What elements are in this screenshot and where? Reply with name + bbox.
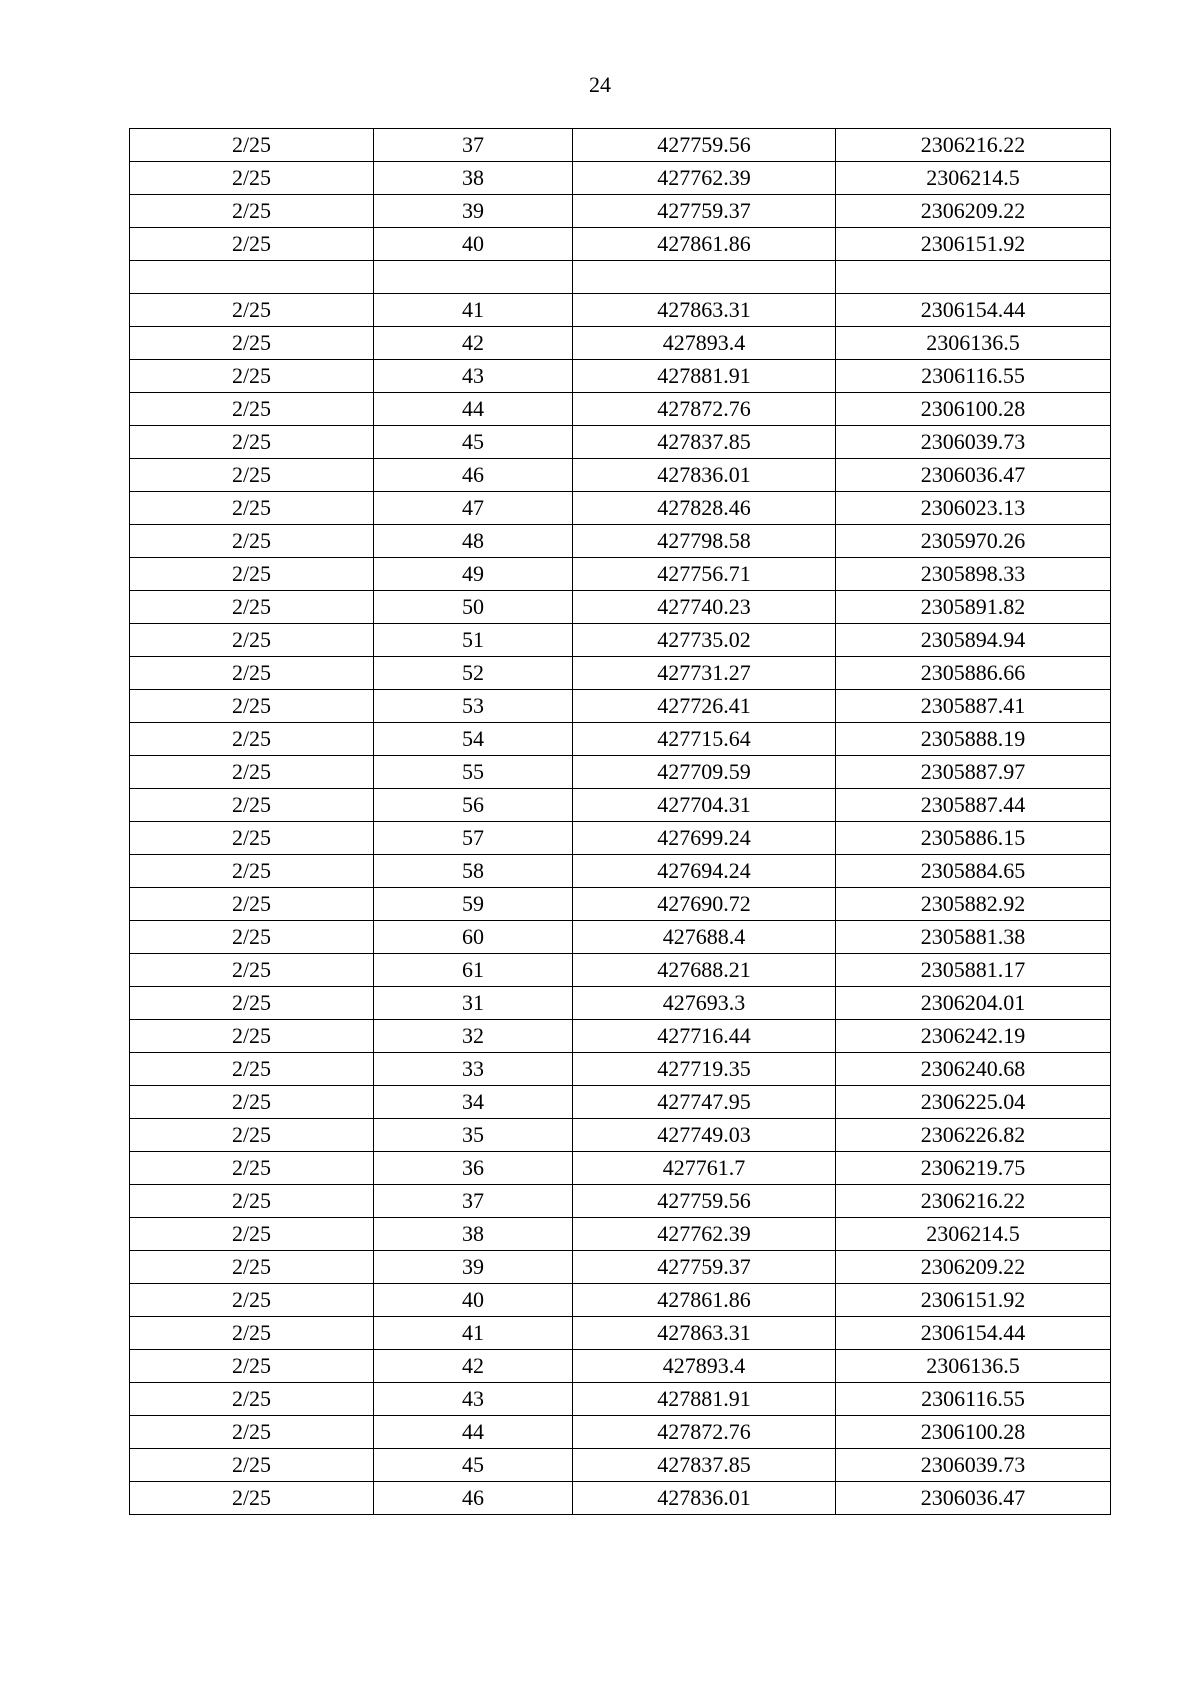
point-number-cell: 39 [374,1251,573,1284]
y-coordinate-cell: 2306151.92 [836,1284,1111,1317]
table-row [130,195,1111,228]
y-coordinate-cell: 2306136.5 [836,327,1111,360]
y-coordinate-cell: 2306100.28 [836,393,1111,426]
table-row [130,624,1111,657]
x-coordinate-cell: 427761.7 [573,1152,836,1185]
table-row [130,294,1111,327]
table-row [130,756,1111,789]
point-number-cell: 45 [374,426,573,459]
parcel-cell: 2/25 [130,1449,374,1482]
y-coordinate-cell: 2306116.55 [836,360,1111,393]
y-coordinate-cell: 2305898.33 [836,558,1111,591]
y-coordinate-cell: 2305884.65 [836,855,1111,888]
table-row [130,723,1111,756]
x-coordinate-cell: 427688.21 [573,954,836,987]
parcel-cell: 2/25 [130,1416,374,1449]
table-row [130,888,1111,921]
table-row [130,327,1111,360]
x-coordinate-cell: 427719.35 [573,1053,836,1086]
y-coordinate-cell: 2306136.5 [836,1350,1111,1383]
point-number-cell: 40 [374,228,573,261]
point-number-cell: 38 [374,1218,573,1251]
y-coordinate-cell: 2305881.17 [836,954,1111,987]
table-row [130,393,1111,426]
x-coordinate-cell: 427726.41 [573,690,836,723]
table-row [130,459,1111,492]
x-coordinate-cell: 427749.03 [573,1119,836,1152]
parcel-cell: 2/25 [130,987,374,1020]
y-coordinate-cell: 2306151.92 [836,228,1111,261]
parcel-cell: 2/25 [130,525,374,558]
point-number-cell: 33 [374,1053,573,1086]
table-row [130,1449,1111,1482]
point-number-cell: 51 [374,624,573,657]
table-row [130,1482,1111,1515]
x-coordinate-cell: 427863.31 [573,294,836,327]
x-coordinate-cell: 427747.95 [573,1086,836,1119]
point-number-cell: 41 [374,1317,573,1350]
y-coordinate-cell: 2306214.5 [836,162,1111,195]
table-row [130,657,1111,690]
page-number: 24 [589,72,611,97]
empty-cell [130,261,374,294]
y-coordinate-cell: 2305891.82 [836,591,1111,624]
point-number-cell: 36 [374,1152,573,1185]
x-coordinate-cell: 427863.31 [573,1317,836,1350]
table-row [130,1284,1111,1317]
parcel-cell: 2/25 [130,1119,374,1152]
parcel-cell: 2/25 [130,1086,374,1119]
empty-cell [836,261,1111,294]
table-row [130,129,1111,162]
y-coordinate-cell: 2306154.44 [836,294,1111,327]
y-coordinate-cell: 2306039.73 [836,1449,1111,1482]
parcel-cell: 2/25 [130,690,374,723]
table-row [130,822,1111,855]
table-row [130,1119,1111,1152]
x-coordinate-cell: 427759.37 [573,195,836,228]
parcel-cell: 2/25 [130,129,374,162]
parcel-cell: 2/25 [130,228,374,261]
x-coordinate-cell: 427837.85 [573,426,836,459]
parcel-cell: 2/25 [130,1383,374,1416]
parcel-cell: 2/25 [130,459,374,492]
point-number-cell: 56 [374,789,573,822]
y-coordinate-cell: 2306036.47 [836,459,1111,492]
table-row [130,1053,1111,1086]
y-coordinate-cell: 2306204.01 [836,987,1111,1020]
y-coordinate-cell: 2305882.92 [836,888,1111,921]
table-row [130,1020,1111,1053]
point-number-cell: 55 [374,756,573,789]
table-row [130,558,1111,591]
point-number-cell: 59 [374,888,573,921]
parcel-cell: 2/25 [130,822,374,855]
table-row [130,1251,1111,1284]
point-number-cell: 34 [374,1086,573,1119]
table-row [130,591,1111,624]
x-coordinate-cell: 427759.56 [573,129,836,162]
y-coordinate-cell: 2305970.26 [836,525,1111,558]
parcel-cell: 2/25 [130,1053,374,1086]
y-coordinate-cell: 2306116.55 [836,1383,1111,1416]
parcel-cell: 2/25 [130,1218,374,1251]
point-number-cell: 47 [374,492,573,525]
point-number-cell: 44 [374,1416,573,1449]
table-row [130,1317,1111,1350]
x-coordinate-cell: 427704.31 [573,789,836,822]
x-coordinate-cell: 427688.4 [573,921,836,954]
y-coordinate-cell: 2306039.73 [836,426,1111,459]
point-number-cell: 60 [374,921,573,954]
point-number-cell: 50 [374,591,573,624]
y-coordinate-cell: 2306216.22 [836,129,1111,162]
table-row [130,525,1111,558]
y-coordinate-cell: 2305887.97 [836,756,1111,789]
parcel-cell: 2/25 [130,1020,374,1053]
point-number-cell: 44 [374,393,573,426]
table-row [130,360,1111,393]
parcel-cell: 2/25 [130,1284,374,1317]
parcel-cell: 2/25 [130,558,374,591]
x-coordinate-cell: 427762.39 [573,1218,836,1251]
table-row [130,690,1111,723]
parcel-cell: 2/25 [130,1482,374,1515]
table-row [130,954,1111,987]
x-coordinate-cell: 427836.01 [573,1482,836,1515]
point-number-cell: 48 [374,525,573,558]
parcel-cell: 2/25 [130,756,374,789]
table-row [130,855,1111,888]
point-number-cell: 43 [374,1383,573,1416]
coordinates-table-body [130,129,1111,1515]
y-coordinate-cell: 2306154.44 [836,1317,1111,1350]
point-number-cell: 35 [374,1119,573,1152]
empty-cell [374,261,573,294]
y-coordinate-cell: 2305886.15 [836,822,1111,855]
parcel-cell: 2/25 [130,294,374,327]
x-coordinate-cell: 427709.59 [573,756,836,789]
point-number-cell: 54 [374,723,573,756]
parcel-cell: 2/25 [130,426,374,459]
x-coordinate-cell: 427756.71 [573,558,836,591]
table-row [130,228,1111,261]
y-coordinate-cell: 2306209.22 [836,195,1111,228]
x-coordinate-cell: 427731.27 [573,657,836,690]
y-coordinate-cell: 2306209.22 [836,1251,1111,1284]
y-coordinate-cell: 2306036.47 [836,1482,1111,1515]
point-number-cell: 46 [374,459,573,492]
y-coordinate-cell: 2305881.38 [836,921,1111,954]
parcel-cell: 2/25 [130,855,374,888]
y-coordinate-cell: 2306214.5 [836,1218,1111,1251]
x-coordinate-cell: 427762.39 [573,162,836,195]
x-coordinate-cell: 427716.44 [573,1020,836,1053]
y-coordinate-cell: 2305888.19 [836,723,1111,756]
point-number-cell: 42 [374,1350,573,1383]
parcel-cell: 2/25 [130,393,374,426]
parcel-cell: 2/25 [130,1317,374,1350]
point-number-cell: 49 [374,558,573,591]
parcel-cell: 2/25 [130,1251,374,1284]
point-number-cell: 61 [374,954,573,987]
point-number-cell: 43 [374,360,573,393]
x-coordinate-cell: 427740.23 [573,591,836,624]
parcel-cell: 2/25 [130,162,374,195]
x-coordinate-cell: 427735.02 [573,624,836,657]
x-coordinate-cell: 427798.58 [573,525,836,558]
point-number-cell: 46 [374,1482,573,1515]
x-coordinate-cell: 427759.37 [573,1251,836,1284]
parcel-cell: 2/25 [130,723,374,756]
x-coordinate-cell: 427881.91 [573,360,836,393]
parcel-cell: 2/25 [130,1152,374,1185]
blank-row [130,261,1111,294]
table-row [130,426,1111,459]
x-coordinate-cell: 427715.64 [573,723,836,756]
y-coordinate-cell: 2306023.13 [836,492,1111,525]
point-number-cell: 32 [374,1020,573,1053]
parcel-cell: 2/25 [130,888,374,921]
x-coordinate-cell: 427861.86 [573,228,836,261]
table-row [130,1416,1111,1449]
x-coordinate-cell: 427837.85 [573,1449,836,1482]
x-coordinate-cell: 427694.24 [573,855,836,888]
y-coordinate-cell: 2306219.75 [836,1152,1111,1185]
x-coordinate-cell: 427759.56 [573,1185,836,1218]
empty-cell [573,261,836,294]
parcel-cell: 2/25 [130,360,374,393]
y-coordinate-cell: 2305887.41 [836,690,1111,723]
x-coordinate-cell: 427893.4 [573,1350,836,1383]
parcel-cell: 2/25 [130,954,374,987]
point-number-cell: 58 [374,855,573,888]
table-row [130,1086,1111,1119]
x-coordinate-cell: 427881.91 [573,1383,836,1416]
x-coordinate-cell: 427690.72 [573,888,836,921]
x-coordinate-cell: 427861.86 [573,1284,836,1317]
y-coordinate-cell: 2306240.68 [836,1053,1111,1086]
table-row [130,789,1111,822]
point-number-cell: 53 [374,690,573,723]
point-number-cell: 31 [374,987,573,1020]
table-row [130,1383,1111,1416]
table-row [130,162,1111,195]
parcel-cell: 2/25 [130,195,374,228]
table-row [130,1185,1111,1218]
table-row [130,921,1111,954]
x-coordinate-cell: 427836.01 [573,459,836,492]
table-row [130,1218,1111,1251]
table-row [130,492,1111,525]
point-number-cell: 40 [374,1284,573,1317]
y-coordinate-cell: 2306242.19 [836,1020,1111,1053]
x-coordinate-cell: 427693.3 [573,987,836,1020]
table-row [130,987,1111,1020]
point-number-cell: 45 [374,1449,573,1482]
parcel-cell: 2/25 [130,1185,374,1218]
parcel-cell: 2/25 [130,492,374,525]
y-coordinate-cell: 2305887.44 [836,789,1111,822]
x-coordinate-cell: 427828.46 [573,492,836,525]
x-coordinate-cell: 427893.4 [573,327,836,360]
parcel-cell: 2/25 [130,327,374,360]
parcel-cell: 2/25 [130,657,374,690]
y-coordinate-cell: 2305886.66 [836,657,1111,690]
coordinates-table [129,128,1111,1515]
parcel-cell: 2/25 [130,624,374,657]
parcel-cell: 2/25 [130,591,374,624]
parcel-cell: 2/25 [130,1350,374,1383]
parcel-cell: 2/25 [130,921,374,954]
y-coordinate-cell: 2306216.22 [836,1185,1111,1218]
x-coordinate-cell: 427872.76 [573,393,836,426]
y-coordinate-cell: 2306225.04 [836,1086,1111,1119]
y-coordinate-cell: 2305894.94 [836,624,1111,657]
x-coordinate-cell: 427872.76 [573,1416,836,1449]
y-coordinate-cell: 2306226.82 [836,1119,1111,1152]
table-row [130,1350,1111,1383]
point-number-cell: 37 [374,1185,573,1218]
point-number-cell: 39 [374,195,573,228]
point-number-cell: 38 [374,162,573,195]
point-number-cell: 52 [374,657,573,690]
point-number-cell: 37 [374,129,573,162]
point-number-cell: 42 [374,327,573,360]
point-number-cell: 41 [374,294,573,327]
y-coordinate-cell: 2306100.28 [836,1416,1111,1449]
table-row [130,1152,1111,1185]
x-coordinate-cell: 427699.24 [573,822,836,855]
parcel-cell: 2/25 [130,789,374,822]
point-number-cell: 57 [374,822,573,855]
